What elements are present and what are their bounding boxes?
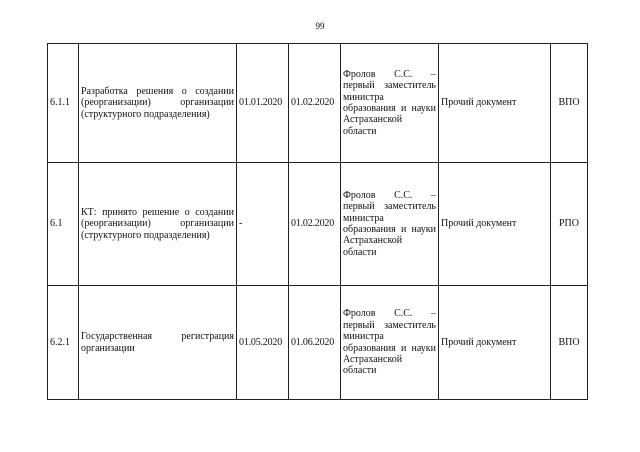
task-name: КТ: принято решение о создании (реорганизации) организации (структурного подразделения) — [79, 163, 237, 286]
control-level: ВПО — [551, 44, 588, 163]
row-number: 6.1 — [48, 163, 79, 286]
responsible-person: Фролов С.С. – первый заместитель министра образования и науки Астраханской области — [341, 44, 439, 163]
responsible-person: Фролов С.С. – первый заместитель министра образования и науки Астраханской области — [341, 163, 439, 286]
table-row — [48, 44, 588, 163]
row-number: 6.1.1 — [48, 44, 79, 163]
start-date: 01.05.2020 — [237, 286, 289, 400]
table-row — [48, 163, 588, 286]
plan-table — [47, 43, 588, 400]
control-level: ВПО — [551, 286, 588, 400]
document-type: Прочий документ — [439, 286, 551, 400]
task-name: Разработка решения о создании (реорганизации) организации (структурного подразделения) — [79, 44, 237, 163]
control-level: РПО — [551, 163, 588, 286]
start-date: - — [237, 163, 289, 286]
document-type: Прочий документ — [439, 44, 551, 163]
end-date: 01.02.2020 — [289, 163, 341, 286]
end-date: 01.06.2020 — [289, 286, 341, 400]
task-name: Государственная регистрация организации — [79, 286, 237, 400]
table-row — [48, 286, 588, 400]
page-number: 99 — [315, 21, 325, 31]
row-number: 6.2.1 — [48, 286, 79, 400]
document-type: Прочий документ — [439, 163, 551, 286]
responsible-person: Фролов С.С. – первый заместитель министра образования и науки Астраханской области — [341, 286, 439, 400]
start-date: 01.01.2020 — [237, 44, 289, 163]
end-date: 01.02.2020 — [289, 44, 341, 163]
